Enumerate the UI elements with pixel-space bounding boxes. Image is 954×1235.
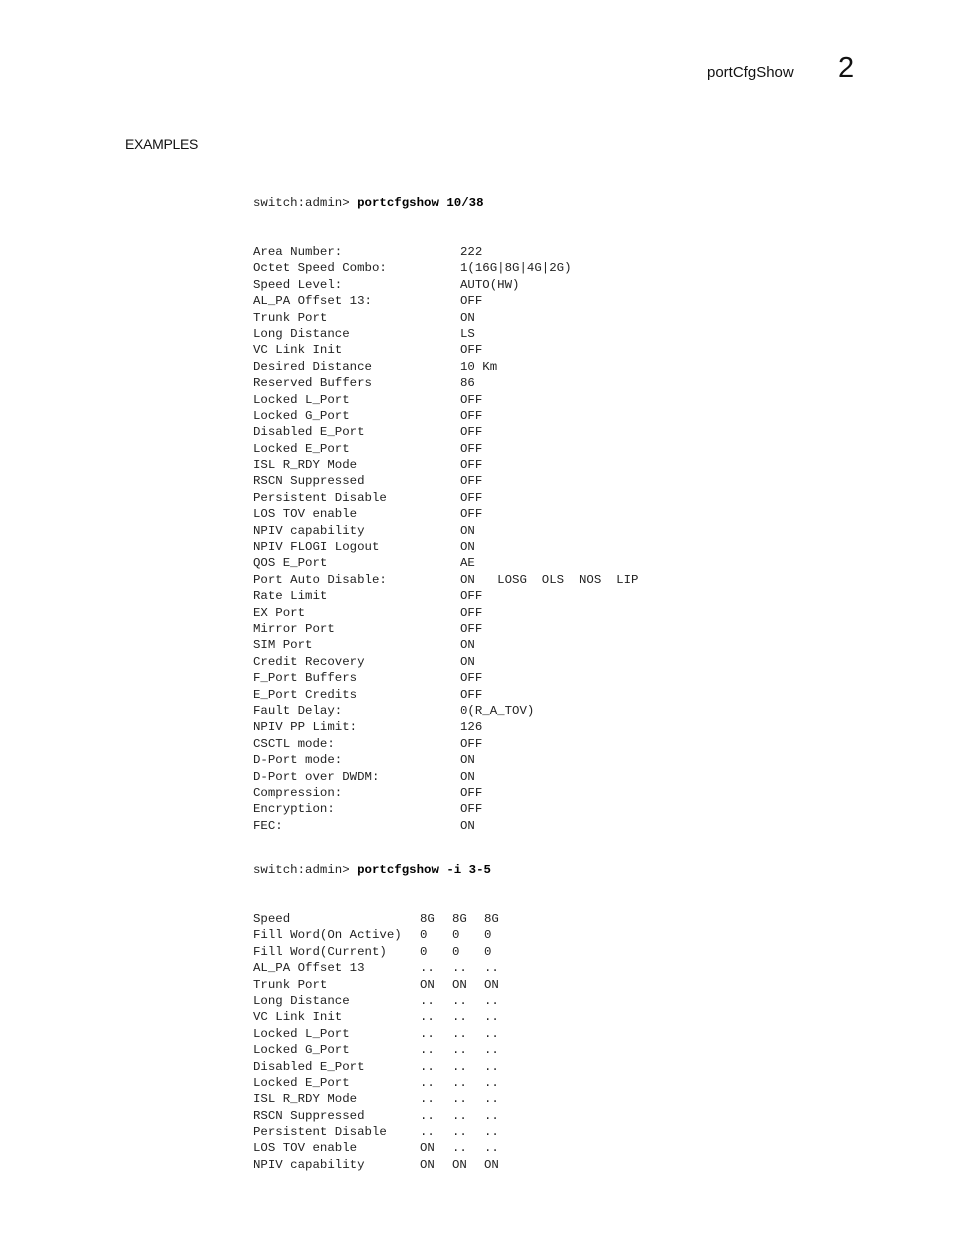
output-value: AE (460, 556, 475, 571)
output-cell: .. (420, 993, 435, 1008)
output-row (253, 605, 638, 621)
output-cell: .. (452, 1092, 467, 1107)
output-label: Locked L_Port (253, 1026, 350, 1041)
output-cell: 8G (452, 912, 467, 927)
output-row (253, 359, 638, 375)
output-row (253, 637, 638, 653)
command-line (253, 195, 638, 211)
output-label: D-Port mode: (253, 753, 343, 768)
output-label: Fill Word(On Active) (253, 928, 402, 943)
section-heading: EXAMPLES (125, 136, 199, 152)
output-cell: .. (420, 1108, 435, 1123)
output-cell: .. (484, 1059, 499, 1074)
output-row (253, 769, 638, 785)
output-value: 126 (460, 720, 483, 735)
output-label: Fault Delay: (253, 703, 343, 718)
output-value: ON (460, 818, 475, 833)
output-row (253, 244, 638, 260)
output-label: NPIV capability (253, 1157, 365, 1172)
output-cell: .. (452, 993, 467, 1008)
output-cell: .. (484, 1075, 499, 1090)
output-cell: 0 (420, 944, 428, 959)
output-row (253, 392, 638, 408)
output-value: OFF (460, 785, 483, 800)
output-cell: .. (420, 1026, 435, 1041)
output-row (253, 555, 638, 571)
output-row (253, 457, 638, 473)
output-value: OFF (460, 507, 483, 522)
output-label: NPIV FLOGI Logout (253, 540, 380, 555)
output-row (253, 310, 638, 326)
code-example-2 (253, 829, 516, 1190)
output-label: RSCN Suppressed (253, 474, 365, 489)
output-row (253, 523, 638, 539)
output-cell: .. (452, 1125, 467, 1140)
output-value: 0(R_A_TOV) (460, 703, 535, 718)
header-title: portCfgShow (707, 64, 794, 81)
output-value: ON (460, 769, 475, 784)
output-row (253, 424, 638, 440)
output-value: 10 Km (460, 359, 498, 374)
output-row (253, 260, 638, 276)
output-label: Disabled E_Port (253, 425, 365, 440)
output-label: LOS TOV enable (253, 1141, 358, 1156)
output-row (253, 801, 638, 817)
output-value: OFF (460, 294, 483, 309)
output-label: ISL R_RDY Mode (253, 458, 358, 473)
output-value: OFF (460, 441, 483, 456)
code-example-1 (253, 162, 638, 850)
output-cell: ON (420, 1141, 435, 1156)
output-label: Persistent Disable (253, 1125, 387, 1140)
output-cell: 8G (420, 912, 435, 927)
output-row (253, 572, 638, 588)
output-label: Compression: (253, 785, 343, 800)
output-cell: .. (420, 1059, 435, 1074)
output-cell: .. (452, 1010, 467, 1025)
output-cell: .. (452, 1059, 467, 1074)
output-row (253, 408, 638, 424)
output-label: F_Port Buffers (253, 671, 358, 686)
output-cell: .. (420, 961, 435, 976)
prompt: switch:admin> (253, 195, 358, 210)
output-cell: 0 (484, 928, 492, 943)
output-cell: .. (420, 1075, 435, 1090)
output-value: ON (460, 753, 475, 768)
output-cell: .. (484, 1125, 499, 1140)
command-line (253, 862, 516, 878)
output-label: Locked E_Port (253, 1075, 350, 1090)
output-value: LS (460, 326, 475, 341)
output-row (253, 993, 516, 1009)
output-row (253, 539, 638, 555)
output-rows (253, 244, 638, 834)
output-label: VC Link Init (253, 343, 343, 358)
output-label: Encryption: (253, 802, 335, 817)
output-label: Credit Recovery (253, 654, 365, 669)
output-value: ON (460, 638, 475, 653)
output-value: OFF (460, 589, 483, 604)
output-cell: .. (452, 1141, 467, 1156)
output-cell: 0 (420, 928, 428, 943)
output-row (253, 490, 638, 506)
output-row (253, 293, 638, 309)
output-row (253, 1009, 516, 1025)
output-cell: 0 (452, 928, 460, 943)
output-value: OFF (460, 425, 483, 440)
output-label: Speed Level: (253, 277, 343, 292)
output-row (253, 977, 516, 993)
output-row (253, 506, 638, 522)
output-label: QOS E_Port (253, 556, 328, 571)
output-label: Octet Speed Combo: (253, 261, 387, 276)
output-row (253, 342, 638, 358)
output-value: OFF (460, 687, 483, 702)
output-cell: .. (484, 1010, 499, 1025)
output-label: Area Number: (253, 245, 343, 260)
output-label: Long Distance (253, 993, 350, 1008)
output-label: Locked L_Port (253, 392, 350, 407)
output-row (253, 785, 638, 801)
chapter-number: 2 (838, 52, 855, 84)
output-cell: .. (452, 1108, 467, 1123)
output-row (253, 736, 638, 752)
output-cell: .. (420, 1043, 435, 1058)
output-cell: .. (484, 1026, 499, 1041)
output-row (253, 670, 638, 686)
output-cell: .. (420, 1092, 435, 1107)
prompt: switch:admin> (253, 862, 358, 877)
output-value: OFF (460, 392, 483, 407)
output-row (253, 719, 638, 735)
output-value: 1(16G|8G|4G|2G) (460, 261, 572, 276)
output-cell: 8G (484, 912, 499, 927)
output-row (253, 703, 638, 719)
output-cell: .. (484, 1043, 499, 1058)
output-row (253, 326, 638, 342)
output-cell: ON (484, 977, 499, 992)
output-value: OFF (460, 605, 483, 620)
output-value: AUTO(HW) (460, 277, 520, 292)
output-row (253, 944, 516, 960)
output-row (253, 1108, 516, 1124)
output-label: Reserved Buffers (253, 376, 372, 391)
output-value: 86 (460, 376, 475, 391)
output-cell: 0 (452, 944, 460, 959)
output-row (253, 654, 638, 670)
output-cell: .. (452, 961, 467, 976)
output-label: ISL R_RDY Mode (253, 1092, 358, 1107)
output-label: Desired Distance (253, 359, 372, 374)
command: portcfgshow -i 3-5 (357, 862, 491, 877)
output-row (253, 1124, 516, 1140)
output-row (253, 687, 638, 703)
output-row (253, 473, 638, 489)
output-label: Trunk Port (253, 977, 328, 992)
output-label: Locked G_Port (253, 408, 350, 423)
output-value: OFF (460, 474, 483, 489)
output-row (253, 621, 638, 637)
output-label: EX Port (253, 605, 306, 620)
output-row (253, 1157, 516, 1173)
output-label: Locked G_Port (253, 1043, 350, 1058)
output-row (253, 1042, 516, 1058)
output-cell: ON (484, 1157, 499, 1172)
output-label: NPIV PP Limit: (253, 720, 358, 735)
output-cell: .. (484, 1141, 499, 1156)
output-row (253, 960, 516, 976)
output-cell: .. (452, 1043, 467, 1058)
output-label: AL_PA Offset 13 (253, 961, 365, 976)
output-value: OFF (460, 343, 483, 358)
output-label: Trunk Port (253, 310, 328, 325)
output-label: Mirror Port (253, 622, 335, 636)
output-label: Disabled E_Port (253, 1059, 365, 1074)
output-value: OFF (460, 736, 483, 751)
output-row (253, 1075, 516, 1091)
output-label: Fill Word(Current) (253, 944, 387, 959)
output-row (253, 911, 516, 927)
output-cell: .. (452, 1075, 467, 1090)
output-label: D-Port over DWDM: (253, 769, 380, 784)
output-row (253, 927, 516, 943)
output-value: ON (460, 654, 475, 669)
output-rows (253, 911, 516, 1173)
output-value: ON (460, 540, 475, 555)
output-cell: ON (420, 1157, 435, 1172)
output-value: OFF (460, 622, 483, 636)
output-row (253, 441, 638, 457)
output-row (253, 588, 638, 604)
output-cell: .. (484, 993, 499, 1008)
output-value: OFF (460, 458, 483, 473)
output-label: Locked E_Port (253, 441, 350, 456)
output-value: OFF (460, 671, 483, 686)
output-value: OFF (460, 802, 483, 817)
output-cell: ON (452, 1157, 467, 1172)
output-value: OFF (460, 490, 483, 505)
command: portcfgshow 10/38 (357, 195, 484, 210)
output-label: FEC: (253, 818, 283, 833)
output-label: Long Distance (253, 326, 350, 341)
output-cell: .. (420, 1010, 435, 1025)
output-row (253, 1059, 516, 1075)
output-label: Rate Limit (253, 589, 328, 604)
output-label: Persistent Disable (253, 490, 387, 505)
output-row (253, 1140, 516, 1156)
output-label: CSCTL mode: (253, 736, 335, 751)
output-cell: .. (484, 1092, 499, 1107)
output-cell: .. (484, 1108, 499, 1123)
output-label: AL_PA Offset 13: (253, 294, 372, 309)
output-row (253, 277, 638, 293)
output-label: E_Port Credits (253, 687, 358, 702)
output-row (253, 1026, 516, 1042)
output-label: VC Link Init (253, 1010, 343, 1025)
output-cell: 0 (484, 944, 492, 959)
output-label: LOS TOV enable (253, 507, 358, 522)
output-row (253, 375, 638, 391)
output-label: NPIV capability (253, 523, 365, 538)
output-cell: .. (420, 1125, 435, 1140)
output-value: 222 (460, 245, 483, 260)
output-value: ON (460, 523, 475, 538)
output-cell: .. (484, 961, 499, 976)
output-label: SIM Port (253, 638, 313, 653)
output-label: Port Auto Disable: (253, 572, 387, 587)
output-value: OFF (460, 408, 483, 423)
output-row (253, 1091, 516, 1107)
output-label: Speed (253, 912, 291, 927)
output-cell: ON (452, 977, 467, 992)
output-label: RSCN Suppressed (253, 1108, 365, 1123)
output-value: ON LOSG OLS NOS LIP (460, 572, 639, 587)
output-cell: ON (420, 977, 435, 992)
output-cell: .. (452, 1026, 467, 1041)
output-value: ON (460, 310, 475, 325)
output-row (253, 752, 638, 768)
